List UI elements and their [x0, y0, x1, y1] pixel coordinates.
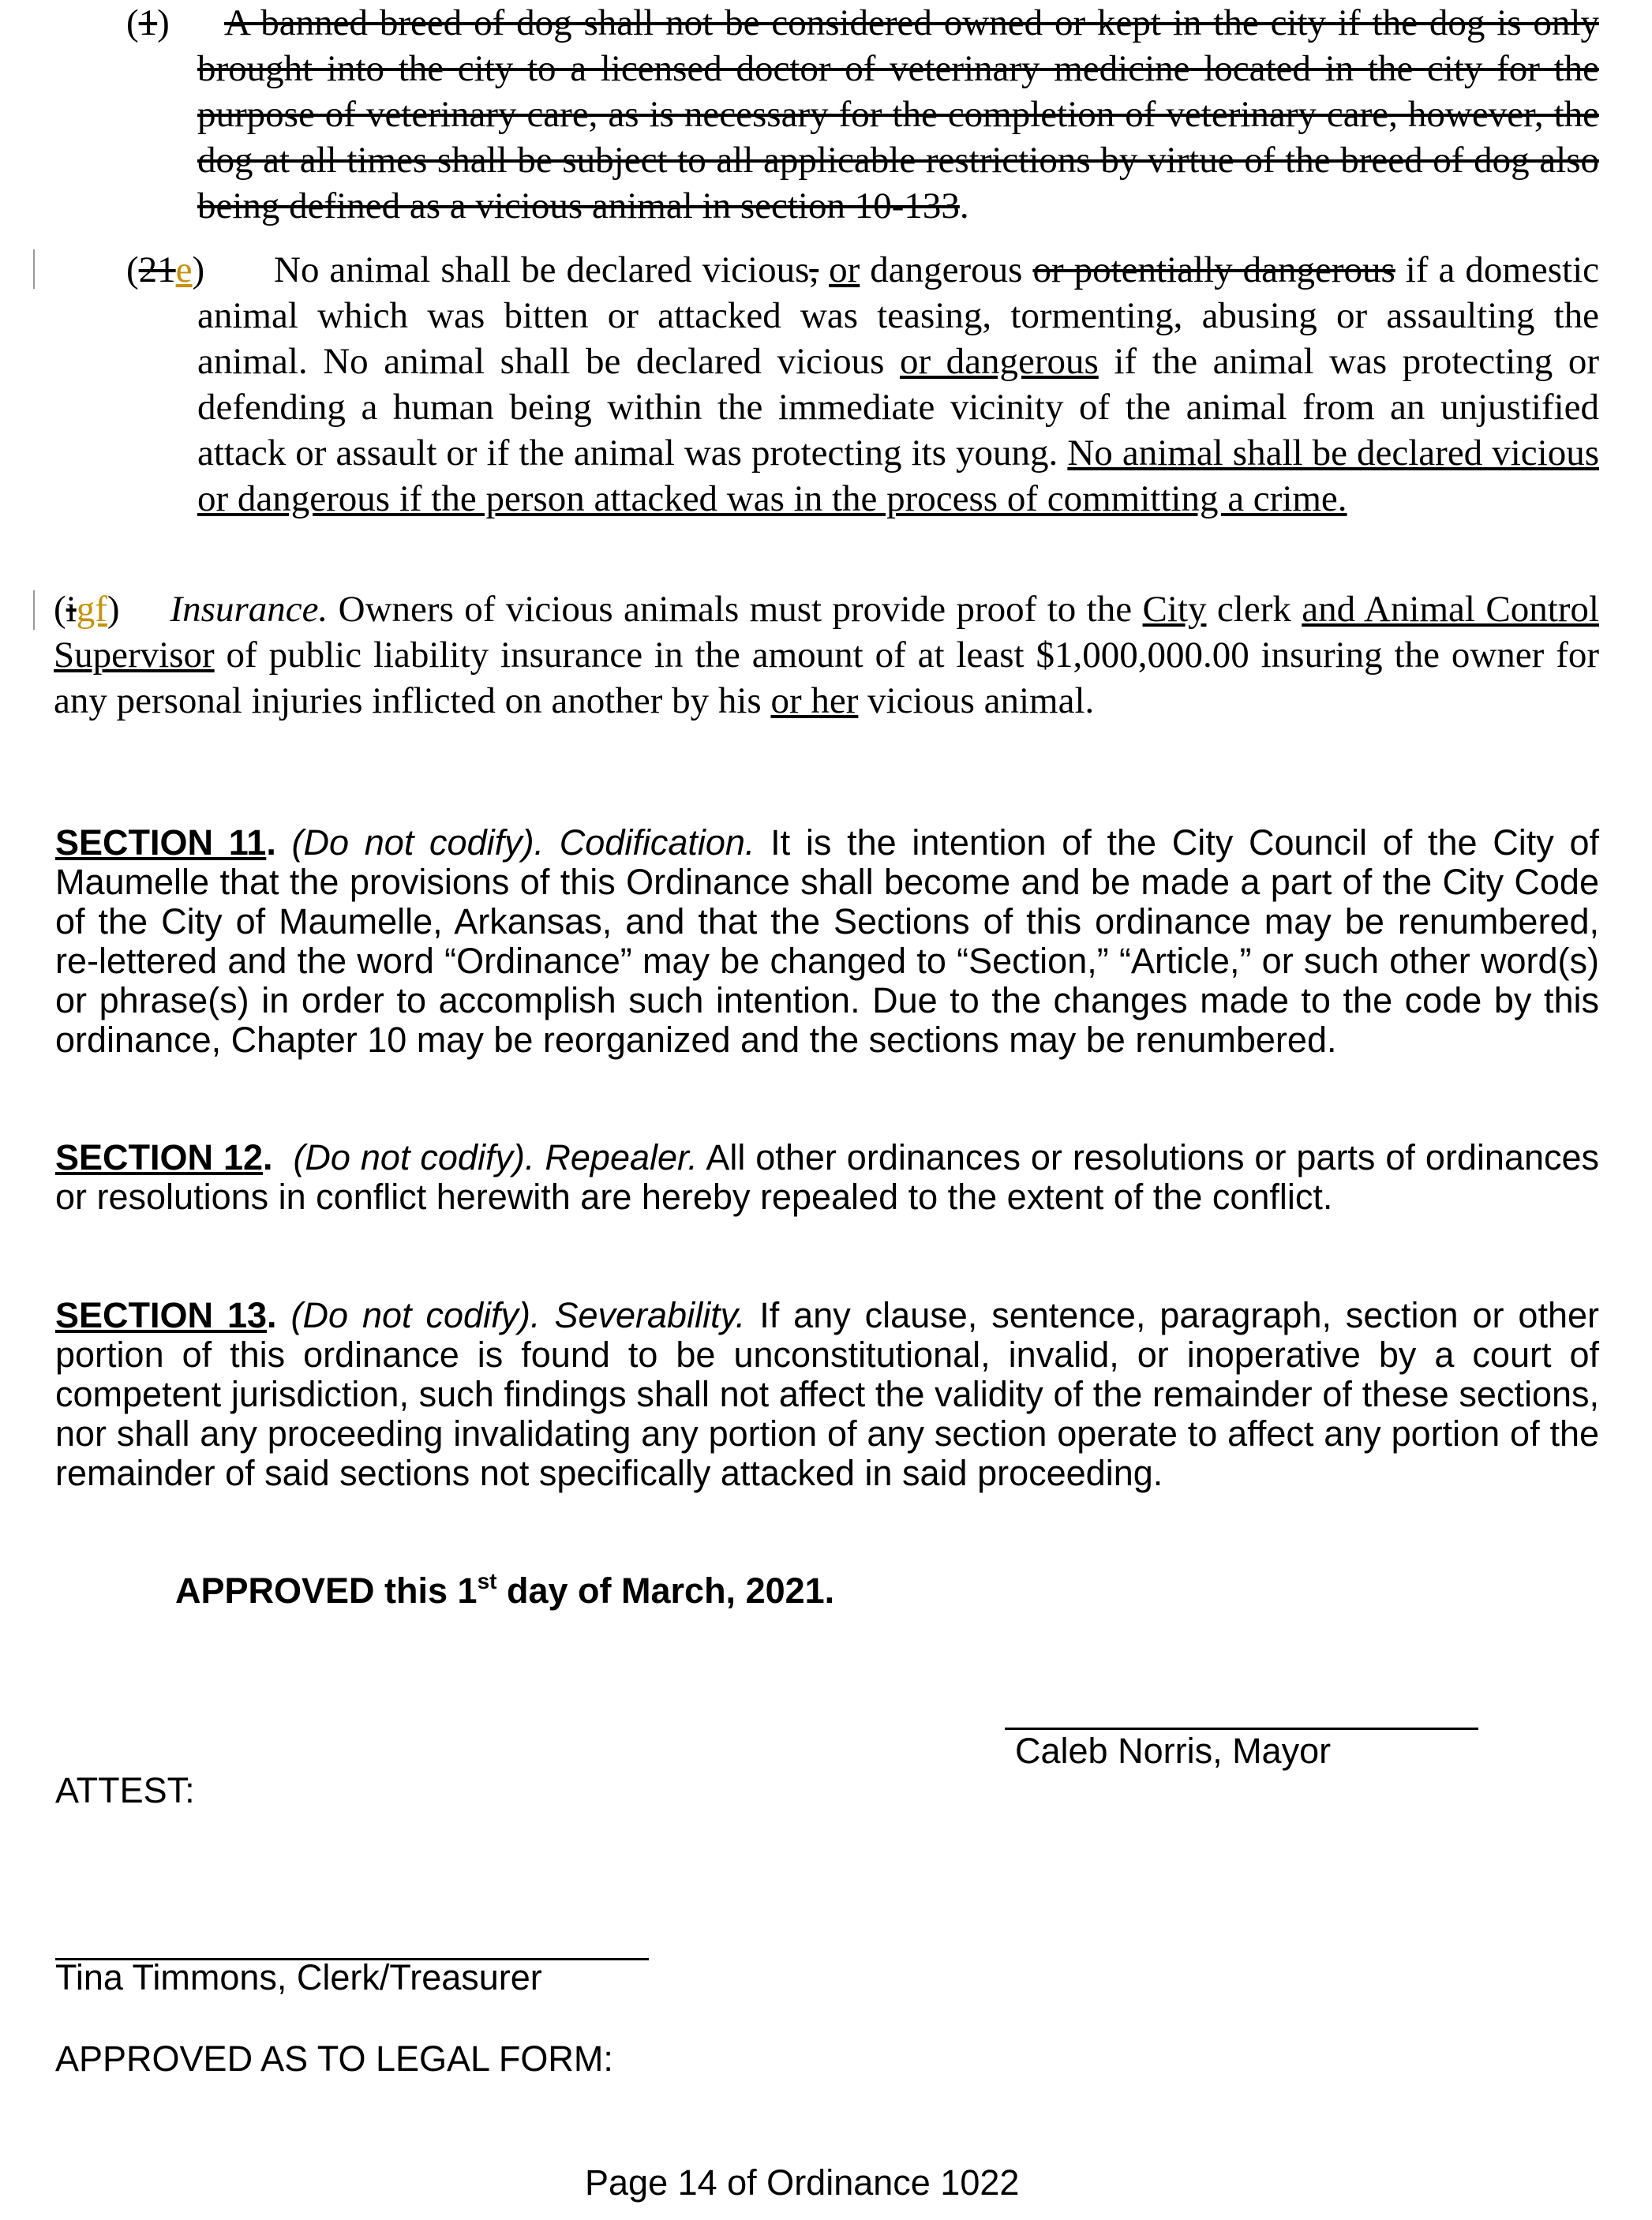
section-12-italic: (Do not codify). Repealer.: [272, 1137, 698, 1177]
section-12-dot: .: [263, 1137, 273, 1177]
para3-t2: clerk: [1206, 589, 1302, 630]
para3-label-close: ): [107, 589, 120, 630]
para2-t3: if a domestic animal which was bitten or attacked was teasing, tormenting, abusing or assaulting the animal. No animal shall be declared vicious: [197, 249, 1600, 382]
para1-text: [197, 0, 1599, 229]
para3-t1: Owners of vicious animals must provide proof to the: [328, 589, 1143, 630]
section-11-italic: (Do not codify). Codification.: [275, 822, 755, 863]
para3-label: [54, 589, 120, 630]
para3-t3: of public liability insurance in the amount of at least $1,000,000.00 insuring the owner for any personal injuries inflicted on another by his: [54, 635, 1599, 721]
para3-t4: vicious animal.: [858, 680, 1095, 721]
legal-form-label: APPROVED AS TO LEGAL FORM:: [55, 2038, 613, 2079]
para1-label-open: (: [126, 2, 139, 43]
section-13-heading: SECTION 13: [55, 1295, 268, 1335]
para2-del-potentially: or potentially dangerous: [1032, 249, 1395, 290]
para3-label-open: (: [54, 589, 66, 630]
para3-ins-city: City: [1142, 589, 1207, 630]
para2-ins-crime: No animal shall be declared vicious or dangerous if the person attacked was in the process of committing a crime.: [197, 432, 1599, 519]
para2-ins-or: or: [829, 249, 860, 290]
para2-ins-dangerous: or dangerous: [899, 341, 1099, 382]
para3-text: [54, 586, 1599, 724]
approved-date: [175, 1571, 834, 1611]
para3-ins-supervisor: and Animal Control Supervisor: [54, 589, 1599, 676]
attest-label: ATTEST:: [55, 1770, 195, 1810]
section-13-italic: (Do not codify). Severability.: [276, 1295, 746, 1335]
section-13-body: If any clause, sentence, paragraph, section or other portion of this ordinance is found to be unconstitutional, invalid, or inoperative by a court of competent jurisdiction, such findings shall not affect the validity of the remainder of these sections, nor shall any proceeding invalidating any portion of any section operate to affect any portion of the remainder of said sections not specifically attacked in said proceeding.: [55, 1295, 1599, 1493]
para3-label-old: i: [66, 589, 77, 630]
para2-label-new: e: [175, 249, 193, 290]
para2-label-open: (: [126, 249, 139, 290]
section-13: [55, 1296, 1599, 1493]
para2-label: [126, 247, 204, 293]
clerk-name: Tina Timmons, Clerk/Treasurer: [55, 1957, 542, 1997]
para2-space: [819, 249, 829, 290]
para3-ins-or-her: or her: [770, 680, 859, 721]
para1-label-close: ): [157, 2, 170, 43]
section-11-body: It is the intention of the City Council of the City of Maumelle that the provisions of this Ordinance shall become and be made a part of the City Code of the City of Maumelle, Arkansas, and that the Sections of this ordinance may be renumbered, re-lettered and the word “Ordinance” may be changed to “Section,” “Article,” or such other word(s) or phrase(s) in order to accomplish such intention. Due to the changes made to the code by this ordinance, Chapter 10 may be reorganized and the sections may be renumbered.: [55, 822, 1599, 1060]
section-11-heading: SECTION 11: [55, 822, 267, 863]
section-12: [55, 1138, 1599, 1217]
para2-del-comma: ,: [809, 249, 819, 290]
change-bar: [33, 249, 35, 289]
para2-t4: if the animal was protecting or defending a human being within the immediate vicinity of the animal from an unjustified attack or assault or if the animal was protecting its young.: [197, 341, 1599, 474]
section-12-heading: SECTION 12: [55, 1137, 264, 1177]
section-11: [55, 823, 1599, 1060]
para3-label-new: gf: [76, 589, 107, 630]
mayor-signature-line: [1005, 1728, 1478, 1730]
para1-label: [126, 0, 170, 46]
para2-t2: dangerous: [860, 249, 1033, 290]
approved-sup: st: [477, 1569, 497, 1593]
para1-struck-text: A banned breed of dog shall not be considered owned or kept in the city if the dog is only brought into the city to a licensed doctor of veterinary medicine located in the city for the purpose of veterinary care, as is necessary for the completion of veterinary care, however, the dog at all times shall be subject to all applicable restrictions by virtue of the breed of dog also being defined as a vicious animal in section 10-133: [197, 2, 1599, 226]
para3-heading: Insurance.: [170, 589, 328, 630]
mayor-name: Caleb Norris, Mayor: [1015, 1731, 1332, 1771]
para1-label-num: 1: [138, 2, 158, 43]
para2-label-old: 21: [138, 249, 176, 290]
para2-text: [197, 247, 1599, 522]
page-footer: Page 14 of Ordinance 1022: [585, 2162, 1020, 2203]
para2-t1: No animal shall be declared vicious: [274, 249, 810, 290]
para2-label-close: ): [192, 249, 205, 290]
approved-post: day of March, 2021.: [496, 1570, 835, 1611]
section-11-dot: .: [266, 822, 276, 863]
section-12-body: All other ordinances or resolutions or parts of ordinances or resolutions in conflict herewith are hereby repealed to the extent of the conflict.: [55, 1137, 1599, 1217]
approved-pre: APPROVED this 1: [175, 1570, 478, 1611]
section-13-dot: .: [267, 1295, 277, 1335]
change-bar: [33, 590, 35, 630]
para1-end: .: [959, 185, 969, 226]
